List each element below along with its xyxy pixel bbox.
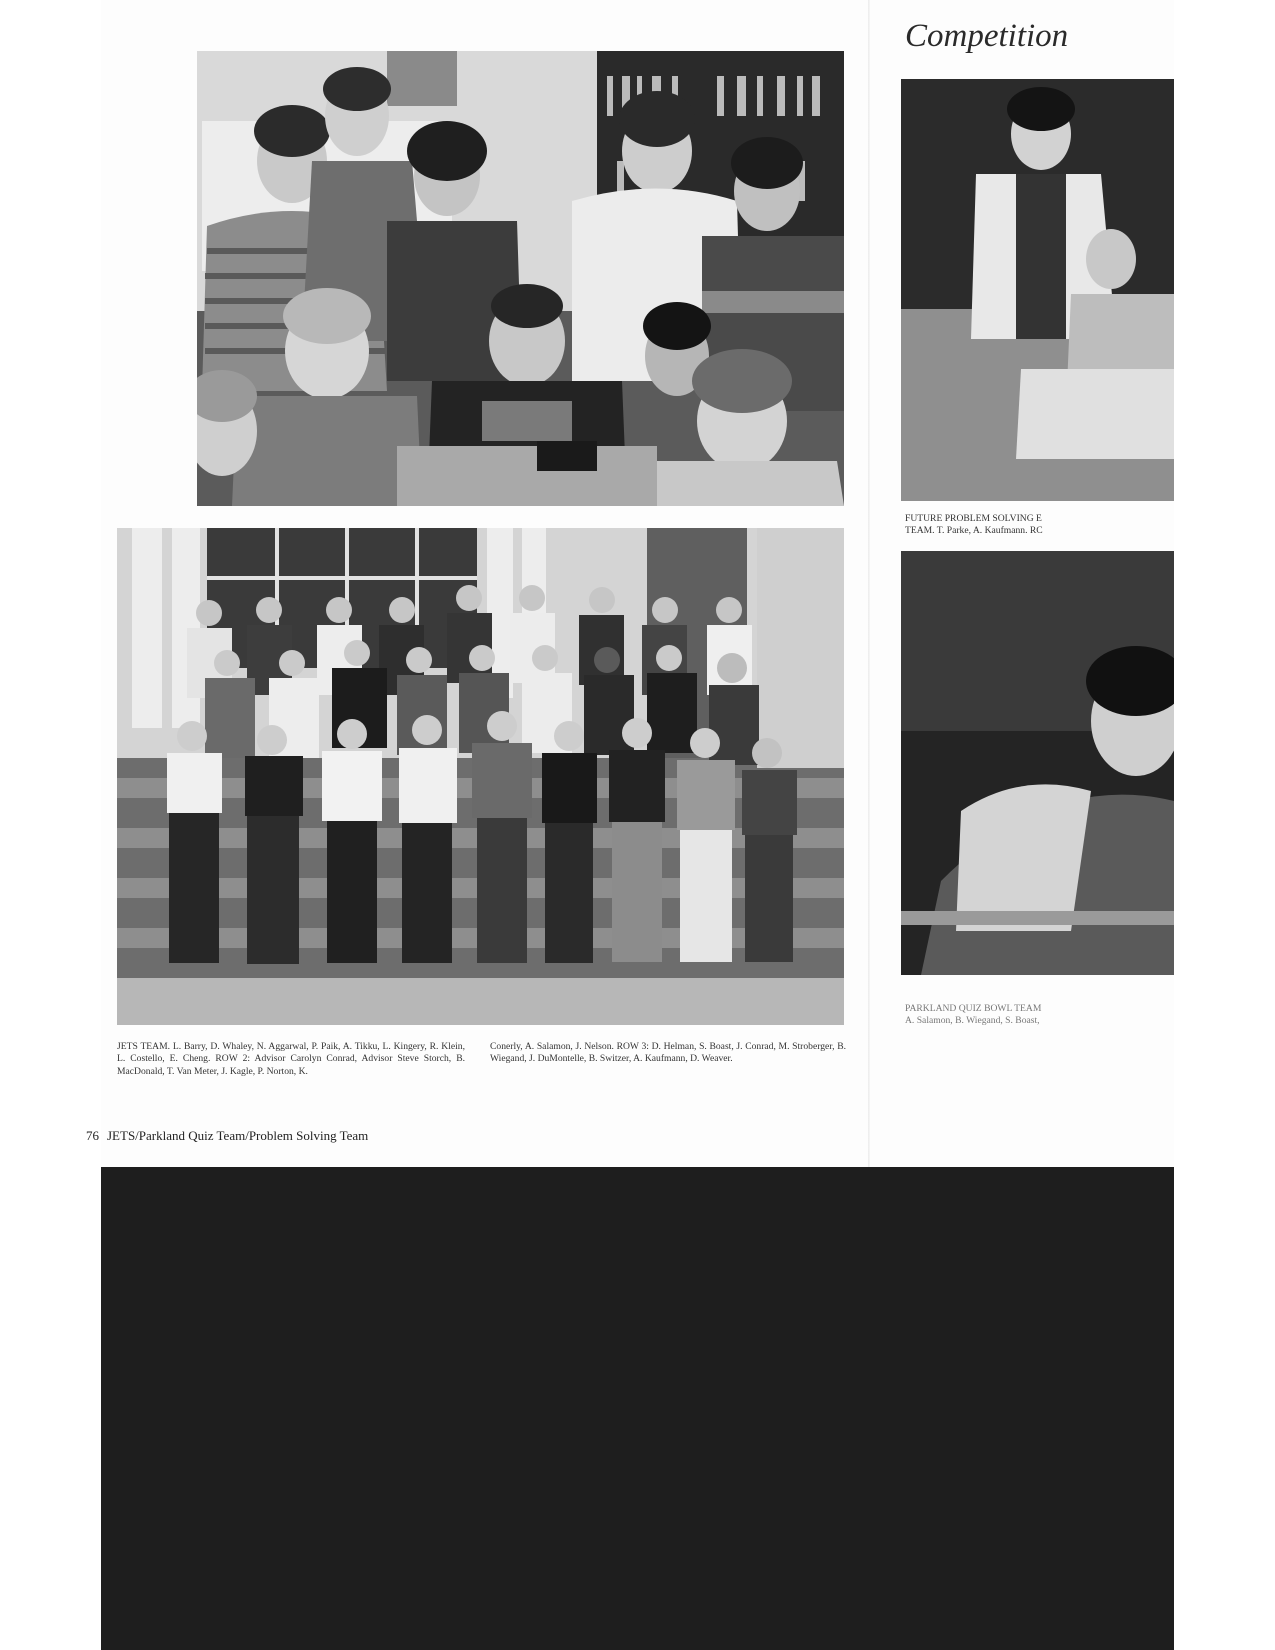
photo-jets-team-group xyxy=(117,528,844,1025)
page-section-title: JETS/Parkland Quiz Team/Problem Solving Team xyxy=(107,1128,369,1143)
photo-parkland-quiz-bowl-team xyxy=(901,551,1174,975)
right-margin xyxy=(1174,0,1275,1650)
caption-line: FUTURE PROBLEM SOLVING E xyxy=(905,513,1042,524)
section-header: Competition xyxy=(905,18,1069,54)
caption-future-problem-solving xyxy=(905,513,1174,541)
caption-quiz-bowl xyxy=(905,1003,1174,1031)
page-folio xyxy=(86,1128,368,1144)
caption-line: PARKLAND QUIZ BOWL TEAM xyxy=(905,1003,1042,1014)
caption-jets-team-part1: JETS TEAM. L. Barry, D. Whaley, N. Aggarwal, P. Paik, A. Tikku, L. Kingery, R. Klein, L. Costello, E. Cheng. ROW 2: Advisor Carolyn Conrad, Advisor Steve Storch, B. MacDonald, T. Van Meter, J. Kagle, P. Norton, K. xyxy=(117,1041,465,1077)
caption-line: TEAM. T. Parke, A. Kaufmann. RC xyxy=(905,525,1043,537)
photo-team-around-table xyxy=(197,51,844,506)
page-number: 76 xyxy=(86,1128,99,1143)
scan-black-background xyxy=(101,1167,1174,1650)
caption-jets-team-part2: Conerly, A. Salamon, J. Nelson. ROW 3: D. Helman, S. Boast, J. Conrad, M. Stroberger, B. Wiegand, J. DuMontelle, B. Switzer, A. Kaufmann, D. Weaver. xyxy=(490,1041,846,1065)
right-page-header-clip xyxy=(905,18,1174,66)
photo-future-problem-solving-team xyxy=(901,79,1174,501)
caption-line: A. Salamon, B. Wiegand, S. Boast, xyxy=(905,1015,1040,1027)
page-gutter xyxy=(868,0,870,1167)
left-margin xyxy=(0,0,101,1650)
